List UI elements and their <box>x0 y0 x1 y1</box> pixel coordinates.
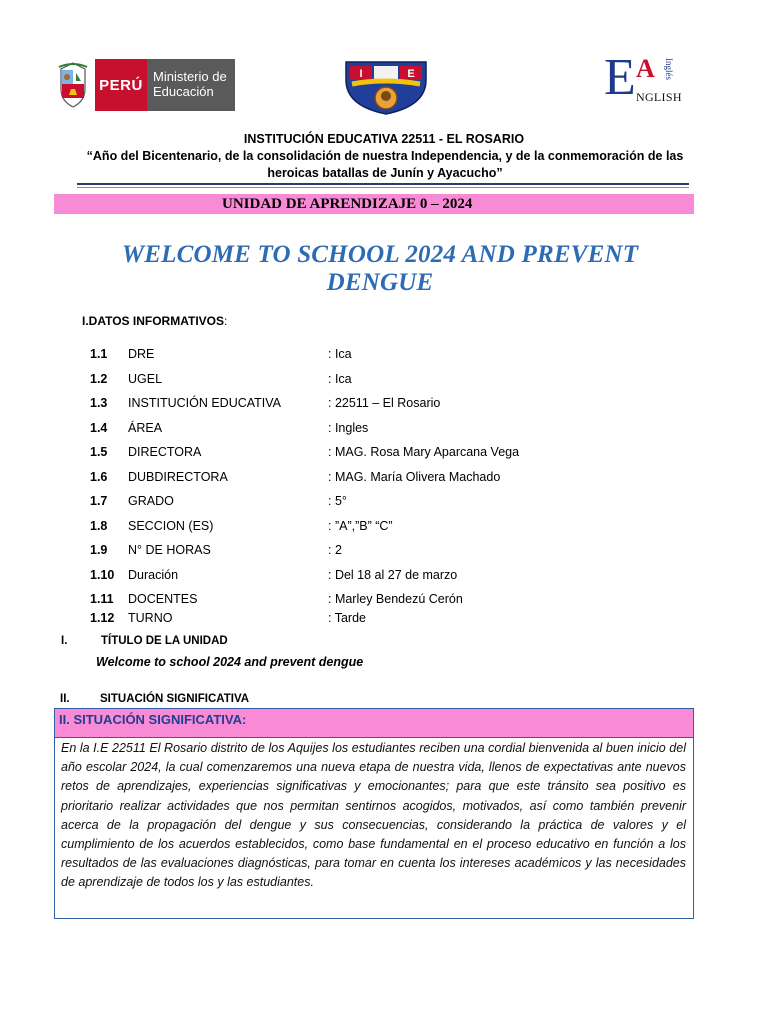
institution-name: INSTITUCIÓN EDUCATIVA 22511 - EL ROSARIO <box>243 132 525 146</box>
header-divider <box>77 183 689 185</box>
info-row-number: 1.10 <box>90 568 115 582</box>
info-row-value: : ”A”,”B” “C” <box>328 519 393 533</box>
info-row-number: 1.8 <box>90 519 108 533</box>
datos-heading-colon: : <box>224 314 228 328</box>
info-row-value: : 5° <box>328 494 347 508</box>
institution-motto: “Año del Bicentenario, de la consolidación de nuestra Independencia, y de la conmemoración de las heroicas batallas de Junín y Ayacucho” <box>86 149 684 180</box>
minedu-ministry-label: Ministerio de Educación <box>147 59 235 111</box>
info-row-label: N° DE HORAS <box>128 543 211 557</box>
info-row-label: Duración <box>128 568 179 582</box>
info-row-number: 1.6 <box>90 470 108 484</box>
info-row-number: 1.12 <box>90 611 115 625</box>
english-logo-e: E <box>604 49 636 106</box>
info-row-number: 1.1 <box>90 347 108 361</box>
page-title: WELCOME TO SCHOOL 2024 AND PREVENT DENGUE <box>121 241 639 296</box>
header-divider-thin <box>77 187 689 188</box>
info-row-number: 1.3 <box>90 396 108 410</box>
info-row-label: DIRECTORA <box>128 445 202 459</box>
info-row-number: 1.4 <box>90 421 108 435</box>
school-crest-icon <box>340 56 432 116</box>
section-1-number: I. <box>61 635 68 647</box>
minedu-logo <box>55 59 235 111</box>
school-logo <box>340 56 432 116</box>
info-row-label: SECCION (ES) <box>128 519 214 533</box>
info-row-number: 1.2 <box>90 372 108 386</box>
info-row-value: : Marley Bendezú Cerón <box>328 592 463 606</box>
info-row-value: : Del 18 al 27 de marzo <box>328 568 458 582</box>
info-row-label: UGEL <box>128 372 163 386</box>
english-logo-word: NGLISH <box>636 90 682 104</box>
info-row-value: : Ica <box>328 372 352 386</box>
crest-letter-e: E <box>407 68 415 80</box>
info-row-label: DRE <box>128 347 155 361</box>
info-row-number: 1.5 <box>90 445 108 459</box>
section-2-title: SITUACIÓN SIGNIFICATIVA <box>100 693 250 705</box>
datos-heading-text: I.DATOS INFORMATIVOS <box>82 314 225 328</box>
info-row-label: DOCENTES <box>128 592 198 606</box>
english-area-logo <box>604 49 694 108</box>
info-row-number: 1.9 <box>90 543 108 557</box>
peru-coat-of-arms-icon <box>55 61 91 109</box>
info-row-label: GRADO <box>128 494 174 508</box>
info-row-value: : MAG. Rosa Mary Aparcana Vega <box>328 445 520 459</box>
info-row-number: 1.7 <box>90 494 108 508</box>
info-row-value: : 22511 – El Rosario <box>328 396 441 410</box>
info-row-number: 1.11 <box>90 592 114 606</box>
datos-heading <box>82 314 227 328</box>
situation-box-header <box>55 709 693 738</box>
unit-banner-text: UNIDAD DE APRENDIZAJE 0 – 2024 <box>222 196 473 212</box>
info-row-value: : Ingles <box>328 421 369 435</box>
situation-box <box>54 708 694 919</box>
section-1-title: TÍTULO DE LA UNIDAD <box>101 635 228 647</box>
info-row-value: : Ica <box>328 347 352 361</box>
unit-title-text: Welcome to school 2024 and prevent dengue <box>96 655 364 669</box>
info-row-value: : 2 <box>328 543 342 557</box>
info-row-value: : Tarde <box>328 611 366 625</box>
section-2-number: II. <box>60 693 70 705</box>
unit-banner <box>54 194 694 214</box>
minedu-peru-label: PERÚ <box>95 59 147 111</box>
english-logo-side: Inglés <box>664 58 674 80</box>
info-row-label: ÁREA <box>128 421 163 435</box>
info-row-value: : MAG. María Olivera Machado <box>328 470 501 484</box>
situation-box-title: II. SITUACIÓN SIGNIFICATIVA: <box>59 712 247 727</box>
situation-body: En la I.E 22511 El Rosario distrito de los Aquijes los estudiantes reciben una cordial bienvenida al buen inicio del año escolar 2024, la cual comenzaremos una nueva etapa de nuestra vida, llenos de expectativas ante nuevos retos de aprendizajes, experiencias significativas y emocionantes; para que este tránsito sea positivo es prioritario realizar actividades que nos permitan sentirnos acogidos, motivados, así como también prevenir acerca de la propagación del dengue y sus consecuencias, considerando la práctica de valores y el cumplimiento de los acuerdos establecidos, como base fundamental en el proceso educativo en función a los resultados de las evaluaciones diagnósticas, para tomar en cuenta los intereses académicos y las necesidades de aprendizaje de todos los y las estudiantes. <box>61 741 686 890</box>
english-logo-a: A <box>636 54 655 83</box>
info-row-label: TURNO <box>128 611 173 625</box>
info-row-label: DUBDIRECTORA <box>128 470 228 484</box>
info-row-label: INSTITUCIÓN EDUCATIVA <box>128 396 282 410</box>
crest-letter-i: I <box>359 68 363 80</box>
